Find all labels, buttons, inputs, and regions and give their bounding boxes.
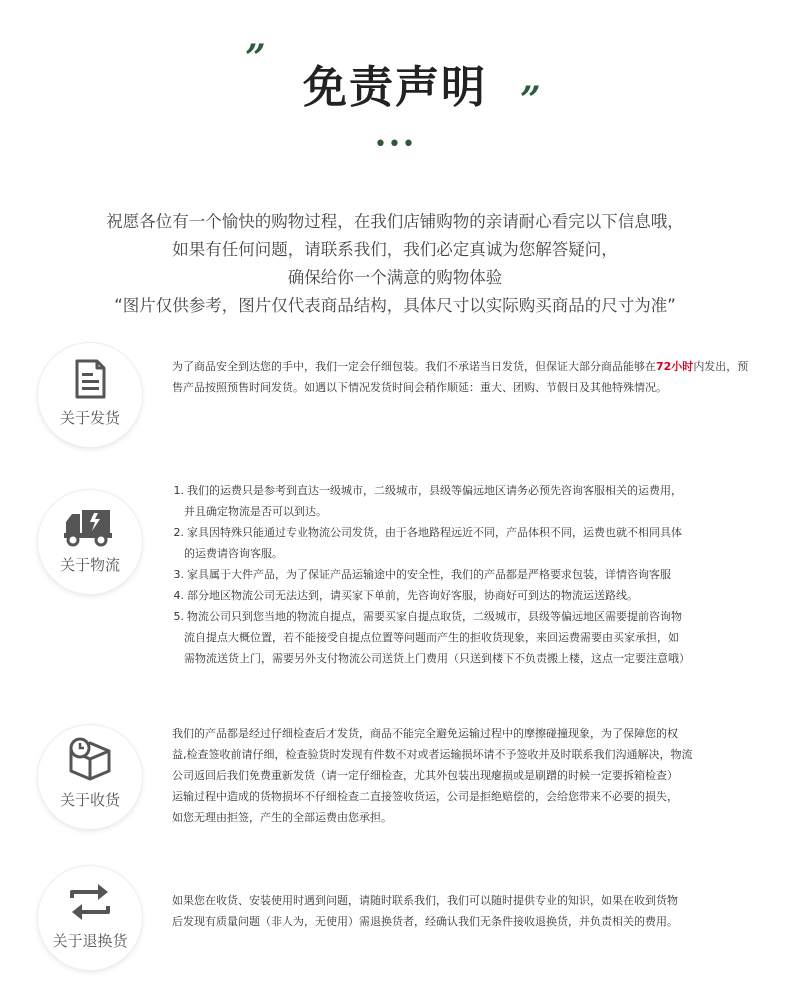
shipping-text-before: 为了商品安全到达您的手中，我们一定会仔细包装。我们不承诺当日发货，但保证大部分商品能够在 bbox=[172, 360, 656, 373]
list-item bbox=[172, 522, 757, 543]
list-item-continuation: 并且确定物流是否可以到达。 bbox=[184, 505, 327, 518]
badge-shipping bbox=[38, 343, 142, 447]
list-item-continuation: 流自提点大概位置，若不能接受自提点位置等问题而产生的拒收货现象，来回运费需要由买家承担，如 bbox=[184, 631, 679, 644]
text-line: 如您无理由拒签，产生的全部运费由您承担。 bbox=[172, 811, 392, 824]
item-line: 我们的运费只是参考到直达一级城市，二级城市，县级等偏远地区请务必预先咨询客服相关的运费用， bbox=[187, 484, 682, 497]
package-clock-icon bbox=[65, 735, 115, 785]
text-line: 益,检查签收前请仔细，检查验货时发现有件数不对或者运输损坏请不予签收并及时联系我们沟通解决，物流 bbox=[172, 748, 693, 761]
receiving-text bbox=[172, 723, 757, 828]
intro-line: 祝愿各位有一个愉快的购物过程，在我们店铺购物的亲请耐心看完以下信息哦， bbox=[106, 212, 684, 231]
shipping-highlight: 72小时 bbox=[656, 360, 694, 373]
intro-line: 确保给你一个满意的购物体验 bbox=[287, 268, 503, 287]
quote-mark-right: ” bbox=[520, 79, 541, 121]
document-icon bbox=[66, 355, 114, 403]
item-number: 3. bbox=[173, 568, 184, 581]
item-line: 部分地区物流公司无法达到，请买家下单前，先咨询好客服，协商好可到达的物流运送路线。 bbox=[187, 589, 638, 602]
item-number: 1. bbox=[173, 484, 184, 497]
item-line: 家具因特殊只能通过专业物流公司发货，由于各地路程远近不同，产品体积不同，运费也就不相同具体 bbox=[187, 526, 682, 539]
badge-logistics bbox=[38, 490, 142, 594]
intro-line: “图片仅供参考，图片仅代表商品结构，具体尺寸以实际购买商品的尺寸为准” bbox=[114, 296, 676, 315]
text-line: 如果您在收货、安装使用时遇到问题，请随时联系我们，我们可以随时提供专业的知识，如果在收到货物 bbox=[172, 894, 678, 907]
exchange-icon bbox=[66, 878, 114, 926]
title-dots: ••• bbox=[374, 132, 416, 157]
badge-label: 关于收货 bbox=[59, 791, 120, 809]
badge-returns bbox=[38, 866, 142, 970]
text-line: 运输过程中造成的货物损坏不仔细检查二直接签收货运，公司是拒绝赔偿的，会给您带来不必要的损失， bbox=[172, 790, 678, 803]
intro-line: 如果有任何问题，请联系我们，我们必定真诚为您解答疑问， bbox=[172, 240, 618, 259]
returns-text bbox=[172, 890, 757, 932]
item-line: 家具属于大件产品，为了保证产品运输途中的安全性，我们的产品都是严格要求包装，详情咨询客服 bbox=[187, 568, 671, 581]
shipping-text-after: 内发出，预售产品按照预售时间发货。如遇以下情况发货时间会稍作顺延：重大、团购、节假日及其他特殊情况。 bbox=[172, 360, 749, 394]
item-number: 2. bbox=[173, 526, 184, 539]
list-item-continuation: 的运费请咨询客服。 bbox=[184, 547, 283, 560]
item-number: 5. bbox=[173, 610, 184, 623]
badge-label: 关于发货 bbox=[59, 409, 120, 427]
list-item bbox=[172, 606, 757, 627]
quote-mark-left: ” bbox=[245, 37, 266, 79]
text-line: 我们的产品都是经过仔细检查后才发货，商品不能完全避免运输过程中的摩擦碰撞现象，为了保障您的权 bbox=[172, 727, 678, 740]
badge-label: 关于退换货 bbox=[52, 932, 128, 950]
intro-text bbox=[0, 208, 790, 320]
truck-icon bbox=[62, 502, 114, 550]
badge-receiving bbox=[38, 725, 142, 829]
list-item bbox=[172, 564, 757, 585]
item-line: 物流公司只到您当地的物流自提点，需要买家自提点取货，二级城市，县级等偏远地区需要提前咨询物 bbox=[187, 610, 682, 623]
text-line: 公司返回后我们免费重新发货（请一定仔细检查，尤其外包装出现瘪损或是刷蹭的时候一定要拆箱检查） bbox=[172, 769, 678, 782]
shipping-text bbox=[172, 356, 757, 398]
text-line: 后发现有质量问题（非人为，无使用）需退换货者，经确认我们无条件接收退换货，并负责相关的费用。 bbox=[172, 915, 678, 928]
page-title: 免责声明 bbox=[303, 62, 487, 113]
badge-label: 关于物流 bbox=[59, 556, 120, 574]
header bbox=[0, 0, 790, 170]
list-item bbox=[172, 585, 757, 606]
item-number: 4. bbox=[173, 589, 184, 602]
list-item bbox=[172, 480, 757, 501]
list-item-continuation: 需物流送货上门，需要另外支付物流公司送货上门费用（只送到楼下不负责搬上楼，这点一定要注意哦） bbox=[184, 652, 690, 665]
logistics-list bbox=[172, 480, 757, 669]
